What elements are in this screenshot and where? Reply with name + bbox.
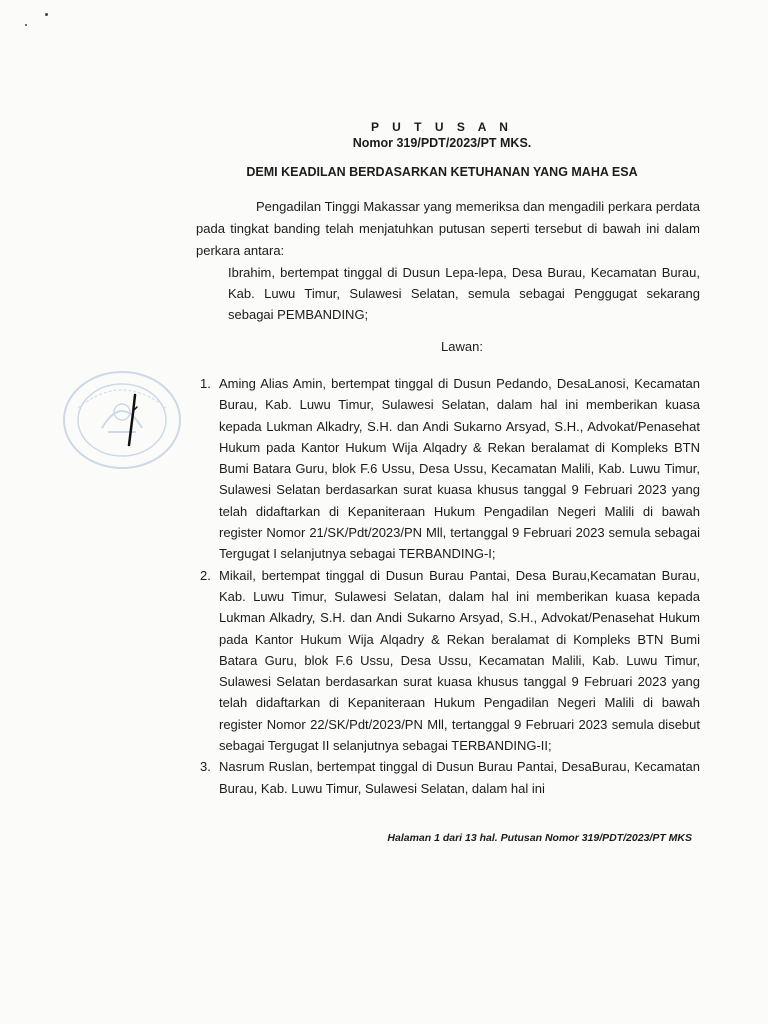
document-title: P U T U S A N	[371, 120, 513, 134]
appellant-paragraph: Ibrahim, bertempat tinggal di Dusun Lepa-lepa, Desa Burau, Kecamatan Burau, Kab. Luwu Timur, Sulawesi Selatan, semula sebagai Penggugat sekarang sebagai PEMBANDING;	[228, 265, 700, 322]
list-item	[196, 565, 700, 757]
list-item	[196, 373, 700, 565]
list-item-number: 2.	[200, 567, 211, 583]
case-number: Nomor 319/PDT/2023/PT MKS.	[352, 136, 532, 150]
list-item-text: Nasrum Ruslan, bertempat tinggal di Dusun Burau Pantai, DesaBurau, Kecamatan Burau, Kab. Luwu Timur, Sulawesi Selatan, dalam hal ini	[219, 759, 700, 796]
invocation-heading: DEMI KEADILAN BERDASARKAN KETUHANAN YANG MAHA ESA	[246, 165, 638, 179]
list-item	[196, 756, 700, 799]
scan-speck	[25, 24, 27, 26]
list-item-number: 3.	[200, 759, 211, 775]
page-footer: Halaman 1 dari 13 hal. Putusan Nomor 319/PDT/2023/PT MKS	[387, 832, 692, 844]
list-item-text: Aming Alias Amin, bertempat tinggal di Dusun Pedando, DesaLanosi, Kecamatan Burau, Kab. Luwu Timur, Sulawesi Selatan, dalam hal ini memberikan kuasa kepada Lukman Alkadry, S.H. dan Andi Sukarno Arsyad, S.H., Advokat/Penasehat Hukum pada Kantor Hukum Wija Alqadry & Rekan beralamat di Kompleks BTN Bumi Batara Guru, blok F.6 Ussu, Desa Ussu, Kecamatan Malili, Kab. Luwu Timur, Sulawesi Selatan berdasarkan surat kuasa khusus tanggal 9 Februari 2023 yang telah didaftarkan di Kepaniteraan Hukum Pengadilan Negeri Malili di bawah register Nomor 21/SK/Pdt/2023/PN Mll, tertanggal 9 Februari 2023 semula sebagai Tergugat I selanjutnya sebagai TERBANDING-I;	[219, 376, 700, 562]
versus-label: Lawan:	[441, 339, 483, 354]
intro-text: Pengadilan Tinggi Makassar yang memeriksa dan mengadili perkara perdata pada tingkat banding telah menjatuhkan putusan seperti tersebut di bawah ini dalam perkara antara:	[196, 199, 700, 258]
respondent-list	[196, 373, 700, 799]
signature-paraf	[122, 393, 142, 449]
scan-speck	[45, 13, 48, 16]
list-item-text: Mikail, bertempat tinggal di Dusun Burau Pantai, Desa Burau,Kecamatan Burau, Kab. Luwu Timur, Sulawesi Selatan, dalam hal ini memberikan kuasa kepada Lukman Alkadry, S.H. dan Andi Sukarno Arsyad, S.H., Advokat/Penasehat Hukum pada Kantor Hukum Wija Alqadry & Rekan beralamat di Kompleks BTN Bumi Batara Guru, blok F.6 Ussu, Desa Ussu, Kecamatan Malili, Kab. Luwu Timur, Sulawesi Selatan berdasarkan surat kuasa khusus tanggal 9 Februari 2023 yang telah didaftarkan di Kepaniteraan Hukum Pengadilan Negeri Malili di bawah register Nomor 22/SK/Pdt/2023/PN Mll, tertanggal 9 Februari 2023 semula disebut sebagai Tergugat II selanjutnya sebagai TERBANDING-II;	[219, 567, 700, 754]
list-item-number: 1.	[200, 376, 211, 391]
intro-paragraph	[196, 196, 700, 262]
